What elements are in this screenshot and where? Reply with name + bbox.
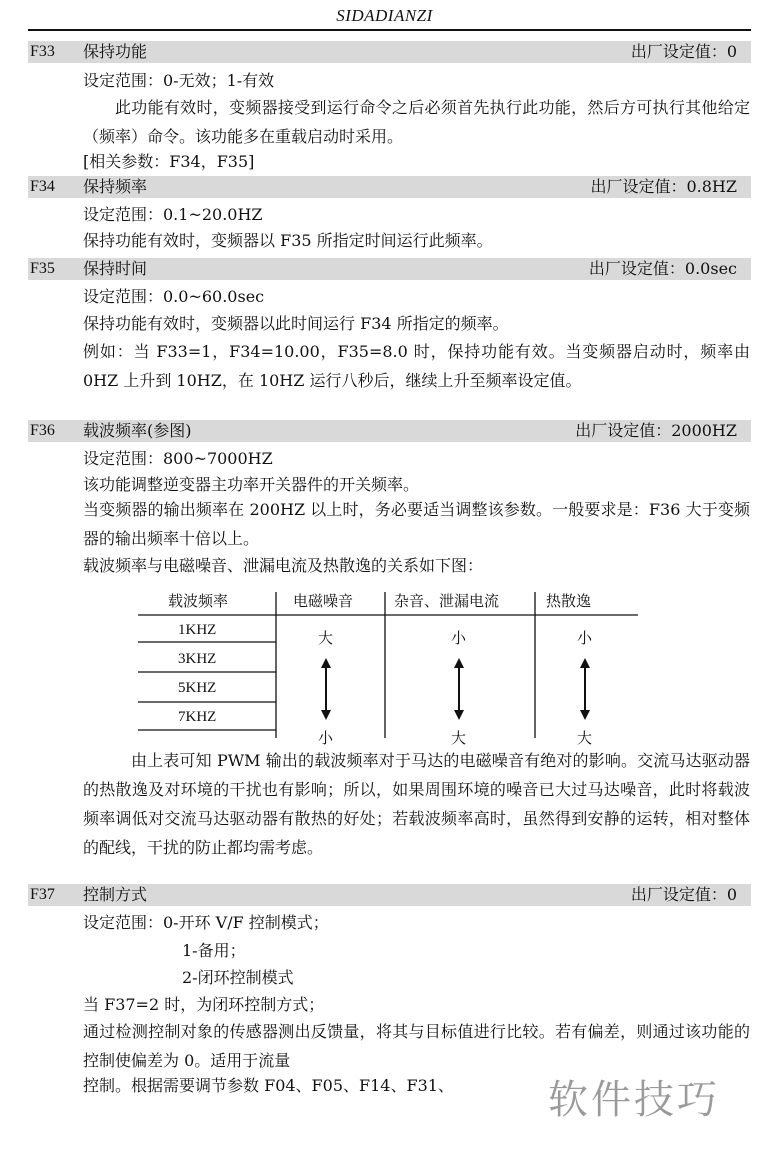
heat-high: 大: [577, 729, 593, 747]
carrier-relationship-table: [138, 590, 638, 750]
param-name: 保持功能: [83, 42, 148, 61]
related-params: [相关参数：F34，F35]: [83, 152, 255, 171]
leakage-high: 大: [451, 729, 467, 747]
freq-1khz: 1KHZ: [178, 622, 217, 638]
param-example: 例如：当 F33=1，F34=10.00，F35=8.0 时，保持功能有效。当变频器启动时，频率由 0HZ 上升到 10HZ，在 10HZ 运行八秒后，继续上升至频率设定值。: [83, 342, 750, 390]
param-code: F34: [30, 178, 55, 195]
option-backup: 1-备用；: [182, 941, 246, 960]
freq-7khz: 7KHZ: [178, 709, 217, 725]
freq-5khz: 5KHZ: [178, 680, 217, 696]
param-name: 保持频率: [83, 177, 148, 196]
param-description: 保持功能有效时，变频器以此时间运行 F34 所指定的频率。: [83, 314, 509, 333]
param-bar-f37: [28, 884, 751, 906]
param-default: 出厂设定值：0.8HZ: [590, 177, 737, 196]
table-intro: 载波频率与电磁噪音、泄漏电流及热散逸的关系如下图：: [83, 556, 484, 575]
param-default: 出厂设定值：0: [630, 885, 737, 904]
param-description: 此功能有效时，变频器接受到运行命令之后必须首先执行此功能，然后方可执行其他给定（频率）命令。该功能多在重载启动时采用。: [83, 98, 750, 146]
param-bar-f36: [28, 420, 751, 442]
param-range: 设定范围：0-开环 V/F 控制模式；: [83, 913, 329, 932]
param-description-continued: 控制。根据需要调节参数 F04、F05、F14、F31、: [83, 1076, 454, 1095]
freq-3khz: 3KHZ: [178, 651, 217, 667]
param-range: 设定范围：800~7000HZ: [83, 449, 273, 468]
arrow-heat: [580, 658, 590, 720]
param-bar-f35: [28, 258, 751, 280]
param-description: 保持功能有效时，变频器以 F35 所指定时间运行此频率。: [83, 231, 493, 250]
param-code: F37: [30, 886, 55, 903]
closed-loop-note: 当 F37=2 时，为闭环控制方式；: [83, 995, 325, 1014]
arrow-noise: [321, 658, 331, 720]
noise-high: 大: [318, 629, 334, 647]
table-conclusion: 由上表可知 PWM 输出的载波频率对于马达的电磁噪音有绝对的影响。交流马达驱动器的热散逸及对环境的干扰也有影响；所以，如果周围环境的噪音已大过马达噪音，此时将载波频率调低对交流马达驱动器有散热的好处；若载波频率高时，虽然得到安静的运转，相对整体的配线，干扰的防止都均需考虑。: [83, 751, 750, 857]
leakage-low: 小: [451, 629, 467, 647]
param-default: 出厂设定值：0.0sec: [588, 259, 737, 278]
col-header-noise: 电磁噪音: [293, 592, 354, 610]
col-header-leakage: 杂音、泄漏电流: [394, 592, 500, 610]
page-header: SIDADIANZI: [336, 6, 433, 25]
param-range: 设定范围：0.1~20.0HZ: [83, 205, 263, 224]
option-closed-loop: 2-闭环控制模式: [182, 968, 294, 987]
param-bar-f34: [28, 176, 751, 198]
param-note: 当变频器的输出频率在 200HZ 以上时，务必要适当调整该参数。一般要求是：F36 大于变频器的输出频率十倍以上。: [83, 500, 750, 548]
heat-low: 小: [577, 629, 593, 647]
param-bar-f33: [28, 41, 751, 63]
param-code: F33: [30, 43, 55, 60]
param-name: 控制方式: [83, 885, 148, 904]
param-name: 保持时间: [83, 259, 148, 278]
noise-low: 小: [318, 729, 334, 747]
col-header-carrier: 载波频率: [168, 592, 229, 610]
param-code: F35: [30, 260, 55, 277]
param-range: 设定范围：0-无效；1-有效: [83, 71, 275, 90]
col-header-heat: 热散逸: [546, 592, 592, 610]
param-name: 载波频率(参图): [83, 421, 192, 440]
param-description: 通过检测控制对象的传感器测出反馈量，将其与目标值进行比较。若有偏差，则通过该功能的控制使偏差为 0。适用于流量: [83, 1022, 750, 1070]
param-default: 出厂设定值：0: [630, 42, 737, 61]
param-description: 该功能调整逆变器主功率开关器件的开关频率。: [83, 475, 420, 494]
arrow-leakage: [454, 658, 464, 720]
watermark: 软件技巧: [548, 1077, 720, 1123]
param-range: 设定范围：0.0~60.0sec: [83, 287, 265, 306]
param-default: 出厂设定值：2000HZ: [575, 421, 737, 440]
header-divider: [28, 29, 751, 31]
param-code: F36: [30, 422, 55, 439]
